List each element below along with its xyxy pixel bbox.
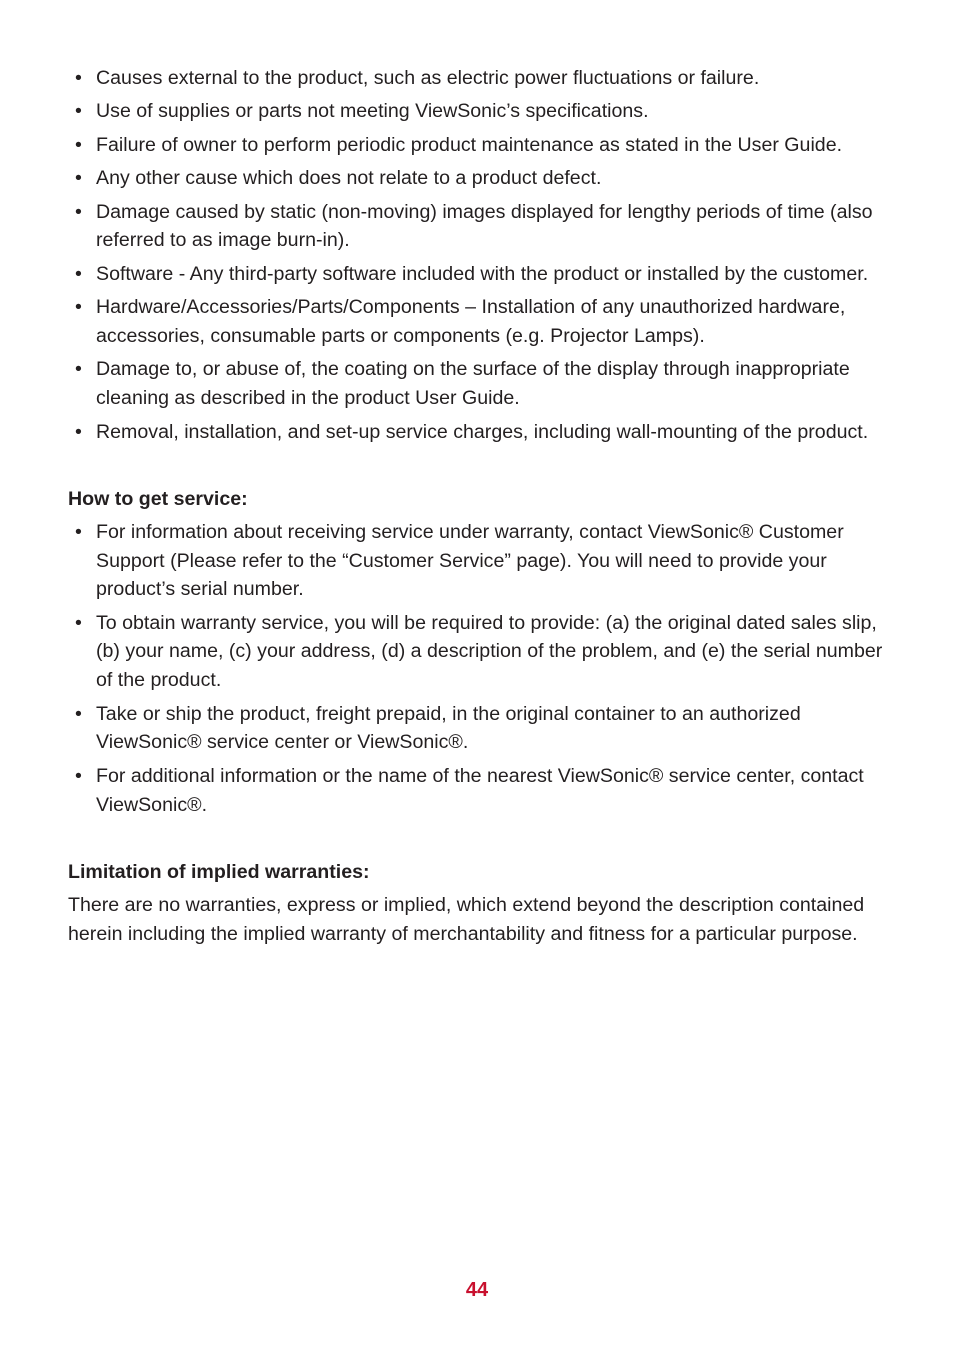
bullet-icon: • (75, 420, 82, 443)
bullet-icon: • (75, 262, 82, 285)
list-item-text: Damage to, or abuse of, the coating on the surface of the display through inappropriate cleaning as described in the product User Guide. (96, 358, 850, 410)
list-item-text: Use of supplies or parts not meeting ViewSonic’s specifications. (96, 100, 649, 123)
list-item-text: Software - Any third-party software included with the product or installed by the customer. (96, 262, 869, 285)
bullet-icon: • (75, 67, 82, 89)
service-heading: How to get service: (68, 487, 248, 510)
bullet-icon: • (75, 200, 82, 223)
list-item (68, 97, 890, 126)
bullet-icon: • (75, 100, 82, 123)
limitation-heading: Limitation of implied warranties: (68, 861, 370, 884)
list-item-text: Damage caused by static (non-moving) images displayed for lengthy periods of time (also referred to as image burn-in). (96, 200, 873, 252)
bullet-icon: • (75, 358, 82, 381)
list-item-text: To obtain warranty service, you will be required to provide: (a) the original dated sales slip, (b) your name, (c) your address, (d) a description of the problem, and (e) the serial number of the product. (96, 611, 883, 692)
list-item (68, 164, 890, 193)
list-item-text: Causes external to the product, such as electric power fluctuations or failure. (96, 67, 760, 89)
list-item (68, 518, 890, 604)
list-item-text: For additional information or the name of the nearest ViewSonic® service center, contact ViewSonic®. (96, 764, 864, 816)
limitation-paragraph: There are no warranties, express or implied, which extend beyond the description contained herein including the implied warranty of merchantability and fitness for a particular purpose. (68, 893, 865, 945)
list-item-text: For information about receiving service under warranty, contact ViewSonic® Customer Support (Please refer to the “Customer Service” page). You will need to provide your product’s serial number. (96, 520, 844, 601)
bullet-icon: • (75, 520, 82, 543)
list-item (68, 762, 890, 820)
list-item-text: Take or ship the product, freight prepaid, in the original container to an authorized ViewSonic® service center or ViewSonic®. (96, 702, 801, 754)
list-item (68, 64, 890, 93)
section-spacer (68, 451, 890, 485)
bullet-icon: • (75, 702, 82, 725)
list-item-text: Removal, installation, and set-up service charges, including wall-mounting of the product. (96, 420, 869, 443)
bullet-icon: • (75, 133, 82, 156)
list-item (68, 418, 890, 447)
bullet-icon: • (75, 296, 82, 319)
list-item (68, 355, 890, 413)
page-number: 44 (465, 1279, 489, 1301)
section-spacer (68, 824, 890, 858)
bullet-icon: • (75, 764, 82, 787)
list-item (68, 609, 890, 695)
list-item-text: Hardware/Accessories/Parts/Components – Installation of any unauthorized hardware, accessories, consumable parts or components (e.g. Projector Lamps). (96, 296, 846, 347)
list-item (68, 700, 890, 758)
exclusions-list (68, 64, 890, 446)
page-content (68, 64, 890, 948)
bullet-icon: • (75, 167, 82, 190)
service-list (68, 518, 890, 820)
list-item-text: Failure of owner to perform periodic product maintenance as stated in the User Guide. (96, 133, 843, 156)
list-item (68, 260, 890, 289)
list-item (68, 293, 890, 351)
list-item-text: Any other cause which does not relate to a product defect. (96, 167, 602, 190)
bullet-icon: • (75, 611, 82, 634)
list-item (68, 131, 890, 160)
list-item (68, 198, 890, 256)
